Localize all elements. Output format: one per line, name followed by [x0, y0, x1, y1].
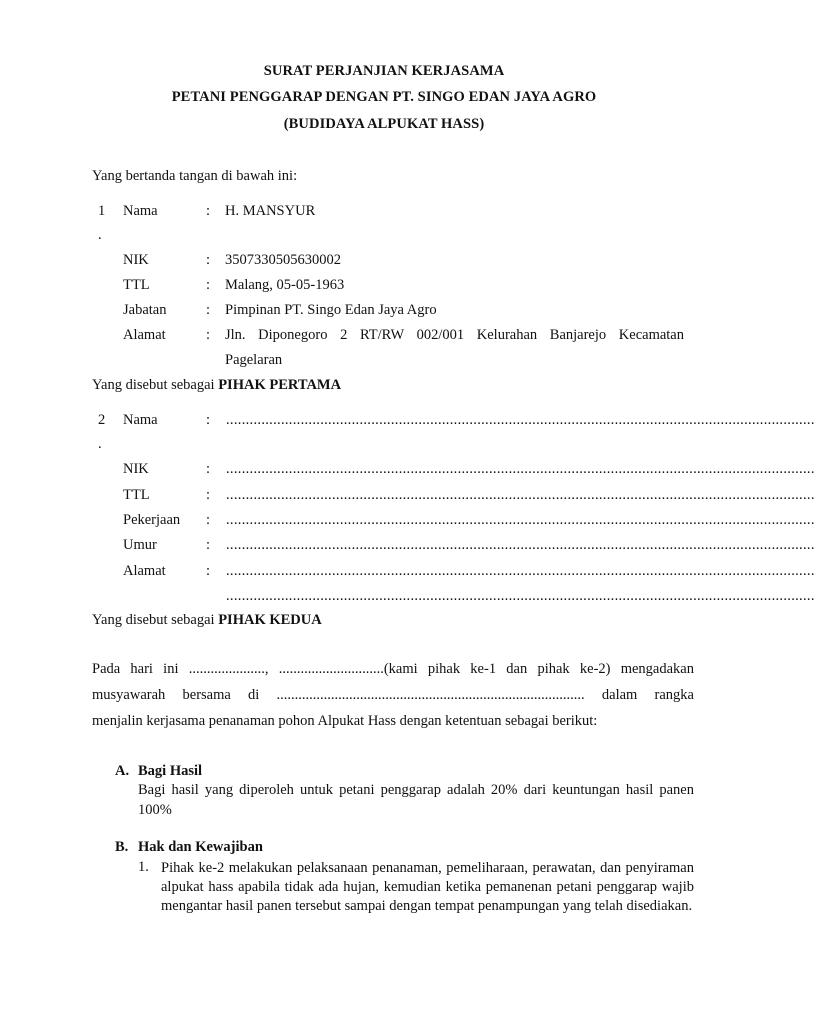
party1-value-name: H. MANSYUR — [225, 203, 316, 219]
party1-caption-role: PIHAK PERTAMA — [218, 377, 342, 393]
party2-label-nik: NIK — [123, 461, 149, 477]
party2-blank-nik: ...................................................................................................................................................... — [226, 461, 815, 477]
party1-label-nik: NIK — [123, 252, 149, 268]
party1-label-jabatan: Jabatan — [123, 302, 167, 318]
party1-value-alamat-line2: Pagelaran — [225, 352, 283, 368]
document-subtitle-2: (BUDIDAYA ALPUKAT HASS) — [283, 116, 485, 132]
party1-colon-ttl: : — [206, 277, 211, 293]
party2-label-alamat: Alamat — [123, 563, 166, 579]
party2-colon-alamat: : — [206, 563, 211, 579]
party1-label-ttl: TTL — [123, 277, 150, 293]
party2-blank-alamat: ...................................................................................................................................................... — [226, 563, 815, 579]
intro-text: Yang bertanda tangan di bawah ini: — [92, 168, 298, 184]
party2-colon-pekerjaan: : — [206, 512, 211, 528]
party2-caption-role: PIHAK KEDUA — [218, 612, 322, 628]
party1-caption — [92, 377, 341, 394]
party1-label-alamat: Alamat — [123, 327, 166, 343]
party1-colon-alamat: : — [206, 327, 211, 343]
section-b-marker: B. — [115, 839, 129, 855]
party2-caption — [92, 612, 322, 629]
party1-value-alamat: Jln. Diponegoro 2 RT/RW 002/001 Kelurahan Banjarejo Kecamatan — [225, 327, 684, 343]
party1-value-nik: 3507330505630002 — [225, 252, 341, 268]
party1-colon-name: : — [206, 203, 211, 219]
party1-value-jabatan: Pimpinan PT. Singo Edan Jaya Agro — [225, 302, 437, 318]
party1-number-period: . — [98, 227, 102, 243]
document-title: SURAT PERJANJIAN KERJASAMA — [263, 63, 505, 79]
section-b-item-1-marker: 1. — [138, 859, 149, 875]
party2-label-umur: Umur — [123, 537, 157, 553]
section-a-marker: A. — [115, 763, 130, 779]
section-a-heading: Bagi Hasil — [138, 763, 203, 779]
party2-colon-nik: : — [206, 461, 211, 477]
party2-label-ttl: TTL — [123, 487, 150, 503]
party1-caption-prefix: Yang disebut sebagai — [92, 377, 219, 393]
party2-blank-umur: ...................................................................................................................................................... — [226, 537, 815, 553]
party2-blank-pekerjaan: ...................................................................................................................................................... — [226, 512, 815, 528]
party1-colon-jabatan: : — [206, 302, 211, 318]
party2-blank-alamat-line2: ...................................................................................................................................................... — [226, 588, 815, 604]
party2-colon-ttl: : — [206, 487, 211, 503]
party2-colon-umur: : — [206, 537, 211, 553]
party2-label-pekerjaan: Pekerjaan — [123, 512, 181, 528]
opening-line-3: menjalin kerjasama penanaman pohon Alpukat Hass dengan ketentuan sebagai berikut: — [92, 713, 598, 729]
section-b-item-1-text: Pihak ke-2 melakukan pelaksanaan penanaman, pemeliharaan, perawatan, dan penyiraman alpukat hass apabila tidak ada hujan, kemudian ketika pemanenan petani penggarap wajib mengantar hasil panen tersebut sampai dengan tempat penampungan yang telah disediakan. — [161, 860, 694, 914]
party1-value-ttl: Malang, 05-05-1963 — [225, 277, 345, 293]
opening-line-1: Pada hari ini ....................., .............................(kami pihak ke-1 dan pihak ke-2) mengadakan — [92, 661, 694, 677]
document-subtitle: PETANI PENGGARAP DENGAN PT. SINGO EDAN JAYA AGRO — [171, 89, 597, 105]
party2-number: 2 — [98, 412, 106, 428]
section-a-body: Bagi hasil yang diperoleh untuk petani penggarap adalah 20% dari keuntungan hasil panen 100% — [138, 782, 694, 818]
party2-colon-name: : — [206, 412, 211, 428]
party1-number: 1 — [98, 203, 106, 219]
party2-blank-ttl: ...................................................................................................................................................... — [226, 487, 815, 503]
party2-number-period: . — [98, 436, 102, 452]
party1-colon-nik: : — [206, 252, 211, 268]
section-b-heading: Hak dan Kewajiban — [138, 839, 263, 855]
party1-label-name: Nama — [123, 203, 158, 219]
party2-blank-name: ...................................................................................................................................................... — [226, 412, 815, 428]
party2-caption-prefix: Yang disebut sebagai — [92, 612, 219, 628]
party2-label-name: Nama — [123, 412, 158, 428]
opening-line-2: musyawarah bersama di ..................................................................................... dalam rangka — [92, 687, 694, 703]
